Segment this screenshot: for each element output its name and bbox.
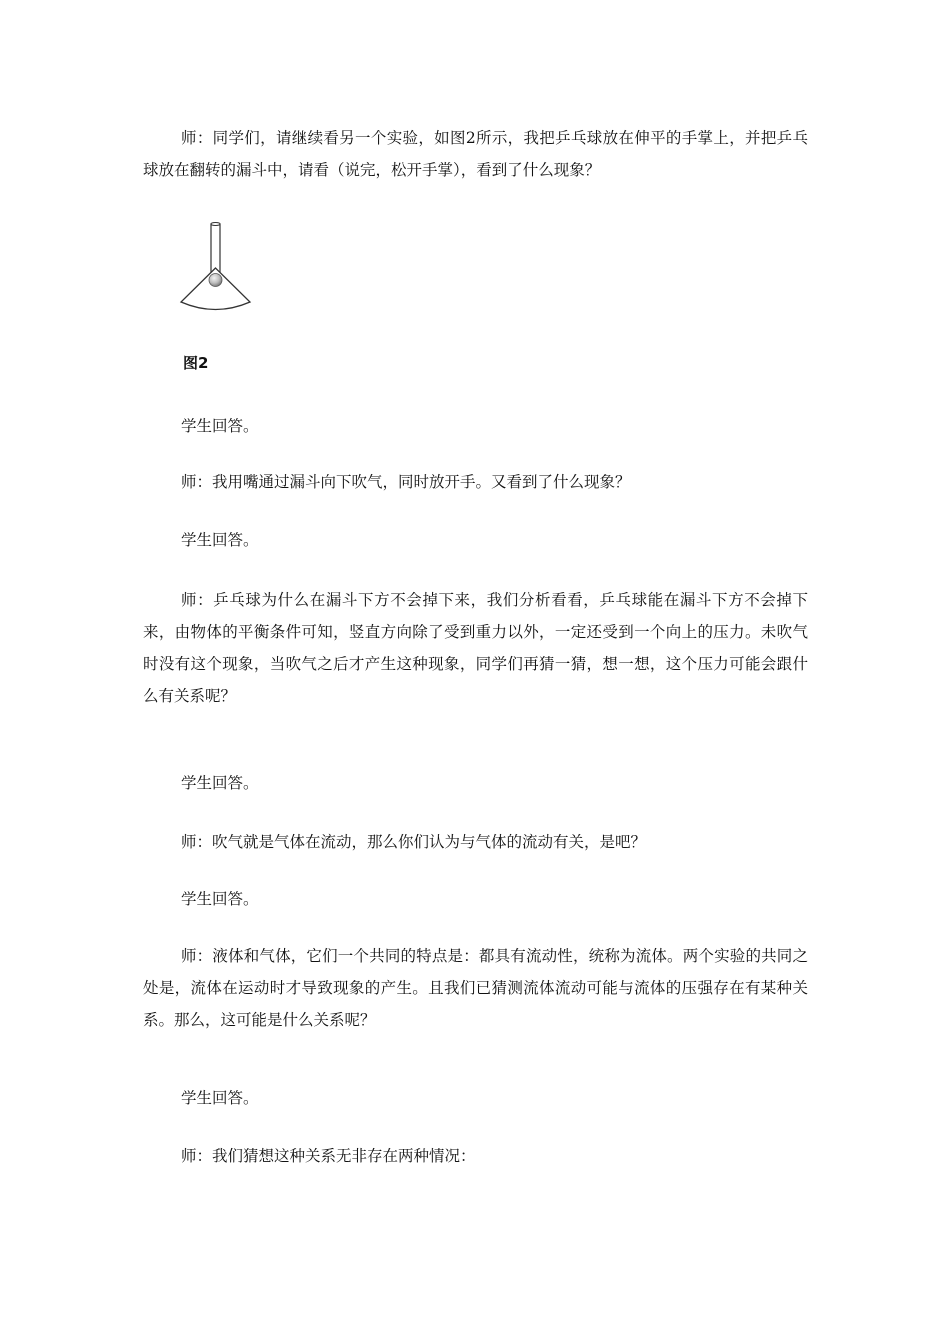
paragraph-teacher-analysis: 师：乒乓球为什么在漏斗下方不会掉下来，我们分析看看，乒乓球能在漏斗下方不会掉下来，由物体的平衡条件可知，竖直方向除了受到重力以外，一定还受到一个向上的压力。未吹气时没有这个现象，当吹气之后才产生这种现象，同学们再猜一猜，想一想，这个压力可能会跟什么有关系呢？ [143,591,808,705]
paragraph-teacher-guess: 师：我们猜想这种关系无非存在两种情况： [181,1147,476,1165]
paragraph-student-answer-1: 学生回答。 [181,417,259,435]
paragraph-teacher-fluid: 师：液体和气体，它们一个共同的特点是：都具有流动性，统称为流体。两个实验的共同之处是，流体在运动时才导致现象的产生。且我们已猜测流体流动可能与流体的压强存在有某种关系。那么，这可能是什么关系呢？ [143,947,808,1029]
paragraph-student-answer-5: 学生回答。 [181,1089,259,1107]
paragraph-teacher-intro-experiment: 师：同学们，请继续看另一个实验，如图2所示，我把乒乓球放在伸平的手掌上，并把乒乓球放在翻转的漏斗中，请看（说完，松开手掌），看到了什么现象？ [143,129,808,179]
ping-pong-ball [209,274,222,287]
funnel-with-ball-illustration [176,220,262,324]
paragraph-teacher-gas-flow: 师：吹气就是气体在流动，那么你们认为与气体的流动有关，是吧？ [181,833,647,851]
paragraph-teacher-blow-air: 师：我用嘴通过漏斗向下吹气，同时放开手。又看到了什么现象？ [181,473,631,491]
paragraph-student-answer-4: 学生回答。 [181,890,259,908]
funnel-tube-top [211,223,220,226]
figure-caption: 图2 [183,354,209,372]
paragraph-student-answer-2: 学生回答。 [181,531,259,549]
funnel-figure [176,220,262,324]
paragraph-student-answer-3: 学生回答。 [181,774,259,792]
